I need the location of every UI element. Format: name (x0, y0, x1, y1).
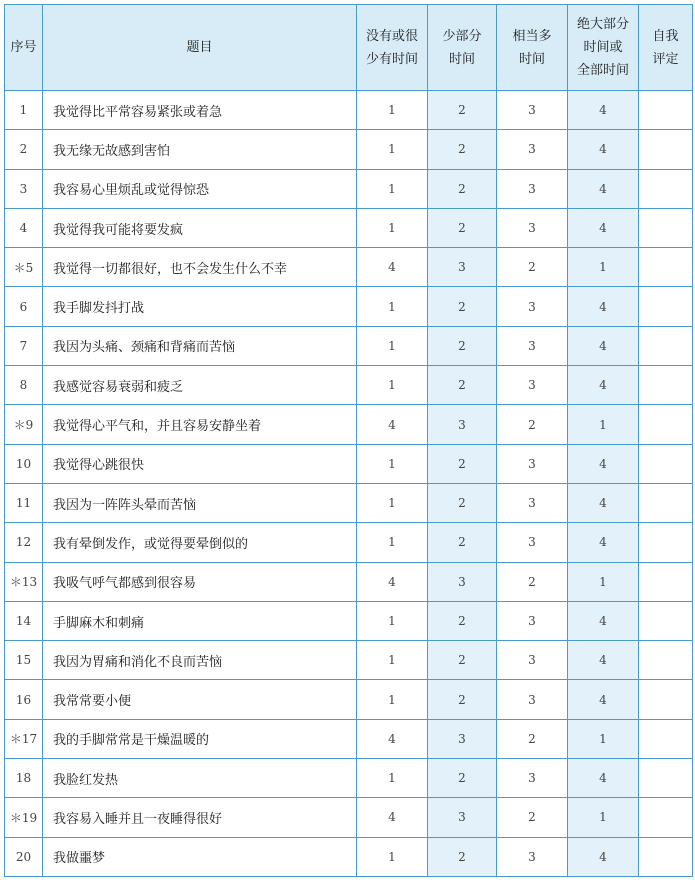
self-rating-cell[interactable] (639, 523, 693, 562)
score-some: 3 (428, 405, 497, 444)
row-item-text: 我手脚发抖打战 (43, 287, 357, 326)
score-some: 2 (428, 444, 497, 483)
header-item: 题目 (43, 5, 357, 91)
score-none-or-little: 1 (357, 208, 428, 247)
score-none-or-little: 4 (357, 562, 428, 601)
score-most-or-all: 4 (568, 208, 639, 247)
score-some: 2 (428, 326, 497, 365)
score-good-part: 3 (497, 366, 568, 405)
self-rating-cell[interactable] (639, 601, 693, 640)
row-number: 8 (5, 366, 43, 405)
row-number: ＊13 (5, 562, 43, 601)
row-number: 3 (5, 169, 43, 208)
row-item-text: 手脚麻木和刺痛 (43, 601, 357, 640)
row-number: 6 (5, 287, 43, 326)
row-item-text: 我因为头痛、颈痛和背痛而苦恼 (43, 326, 357, 365)
score-some: 2 (428, 523, 497, 562)
table-row (5, 680, 693, 719)
score-good-part: 3 (497, 169, 568, 208)
score-some: 2 (428, 366, 497, 405)
score-most-or-all: 4 (568, 444, 639, 483)
score-some: 2 (428, 483, 497, 522)
score-some: 2 (428, 287, 497, 326)
score-good-part: 3 (497, 523, 568, 562)
score-good-part: 3 (497, 601, 568, 640)
self-rating-cell[interactable] (639, 798, 693, 837)
row-number: ＊9 (5, 405, 43, 444)
score-some: 2 (428, 837, 497, 876)
score-none-or-little: 1 (357, 169, 428, 208)
row-number: 15 (5, 641, 43, 680)
score-most-or-all: 4 (568, 287, 639, 326)
score-none-or-little: 1 (357, 366, 428, 405)
row-number: 18 (5, 759, 43, 798)
score-none-or-little: 1 (357, 130, 428, 169)
score-most-or-all: 4 (568, 523, 639, 562)
score-none-or-little: 1 (357, 91, 428, 130)
score-some: 2 (428, 641, 497, 680)
score-none-or-little: 1 (357, 680, 428, 719)
row-item-text: 我常常要小便 (43, 680, 357, 719)
table-row (5, 562, 693, 601)
row-number: ＊5 (5, 248, 43, 287)
row-number: 4 (5, 208, 43, 247)
score-good-part: 2 (497, 798, 568, 837)
score-most-or-all: 1 (568, 248, 639, 287)
table-row (5, 91, 693, 130)
score-most-or-all: 4 (568, 483, 639, 522)
score-none-or-little: 1 (357, 326, 428, 365)
row-item-text: 我做噩梦 (43, 837, 357, 876)
score-most-or-all: 4 (568, 169, 639, 208)
score-none-or-little: 1 (357, 837, 428, 876)
table-row (5, 798, 693, 837)
row-number: 1 (5, 91, 43, 130)
score-good-part: 3 (497, 483, 568, 522)
score-good-part: 2 (497, 719, 568, 758)
table-row (5, 405, 693, 444)
score-some: 3 (428, 719, 497, 758)
score-most-or-all: 1 (568, 562, 639, 601)
table-body (5, 91, 693, 877)
score-none-or-little: 1 (357, 523, 428, 562)
score-some: 3 (428, 562, 497, 601)
row-item-text: 我因为胃痛和消化不良而苦恼 (43, 641, 357, 680)
table-header-row (5, 5, 693, 91)
row-number: 12 (5, 523, 43, 562)
table-row (5, 366, 693, 405)
score-some: 2 (428, 91, 497, 130)
row-number: 10 (5, 444, 43, 483)
score-none-or-little: 4 (357, 405, 428, 444)
score-good-part: 3 (497, 641, 568, 680)
header-none-or-little-time: 没有或很 少有时间 (357, 5, 428, 91)
score-good-part: 3 (497, 208, 568, 247)
score-none-or-little: 1 (357, 444, 428, 483)
self-rating-cell[interactable] (639, 169, 693, 208)
table-row (5, 483, 693, 522)
row-item-text: 我觉得心平气和，并且容易安静坐着 (43, 405, 357, 444)
score-most-or-all: 4 (568, 759, 639, 798)
score-most-or-all: 1 (568, 719, 639, 758)
row-item-text: 我因为一阵阵头晕而苦恼 (43, 483, 357, 522)
table-row (5, 248, 693, 287)
row-item-text: 我觉得一切都很好，也不会发生什么不幸 (43, 248, 357, 287)
table-row (5, 287, 693, 326)
header-most-or-all-time: 绝大部分 时间或 全部时间 (568, 5, 639, 91)
self-rating-cell[interactable] (639, 130, 693, 169)
table-row (5, 326, 693, 365)
score-most-or-all: 4 (568, 601, 639, 640)
score-some: 2 (428, 601, 497, 640)
score-good-part: 2 (497, 405, 568, 444)
table-row (5, 601, 693, 640)
row-item-text: 我觉得比平常容易紧张或着急 (43, 91, 357, 130)
row-item-text: 我有晕倒发作，或觉得要晕倒似的 (43, 523, 357, 562)
score-good-part: 3 (497, 759, 568, 798)
score-some: 2 (428, 680, 497, 719)
score-most-or-all: 4 (568, 130, 639, 169)
score-some: 3 (428, 798, 497, 837)
score-some: 2 (428, 130, 497, 169)
table-row (5, 837, 693, 876)
score-most-or-all: 4 (568, 91, 639, 130)
self-rating-cell[interactable] (639, 719, 693, 758)
self-rating-cell[interactable] (639, 366, 693, 405)
self-rating-cell[interactable] (639, 837, 693, 876)
table-row (5, 719, 693, 758)
score-none-or-little: 1 (357, 641, 428, 680)
self-rating-cell[interactable] (639, 208, 693, 247)
table-row (5, 759, 693, 798)
self-rating-cell[interactable] (639, 248, 693, 287)
row-number: 20 (5, 837, 43, 876)
self-rating-cell[interactable] (639, 444, 693, 483)
self-rating-cell[interactable] (639, 562, 693, 601)
score-none-or-little: 4 (357, 248, 428, 287)
score-most-or-all: 4 (568, 366, 639, 405)
row-item-text: 我觉得心跳很快 (43, 444, 357, 483)
score-none-or-little: 1 (357, 483, 428, 522)
score-most-or-all: 4 (568, 680, 639, 719)
row-item-text: 我容易心里烦乱或觉得惊恐 (43, 169, 357, 208)
score-good-part: 2 (497, 562, 568, 601)
score-none-or-little: 4 (357, 798, 428, 837)
header-some-time: 少部分 时间 (428, 5, 497, 91)
table-row (5, 169, 693, 208)
self-rating-cell[interactable] (639, 483, 693, 522)
score-some: 3 (428, 248, 497, 287)
score-good-part: 3 (497, 91, 568, 130)
self-rating-cell[interactable] (639, 287, 693, 326)
table-row (5, 641, 693, 680)
row-item-text: 我脸红发热 (43, 759, 357, 798)
row-number: 7 (5, 326, 43, 365)
score-good-part: 3 (497, 837, 568, 876)
score-most-or-all: 1 (568, 405, 639, 444)
row-number: ＊19 (5, 798, 43, 837)
self-rating-cell[interactable] (639, 680, 693, 719)
self-rating-cell[interactable] (639, 641, 693, 680)
score-most-or-all: 4 (568, 837, 639, 876)
self-rating-cell[interactable] (639, 91, 693, 130)
score-none-or-little: 1 (357, 287, 428, 326)
table-row (5, 444, 693, 483)
score-some: 2 (428, 169, 497, 208)
row-number: 2 (5, 130, 43, 169)
header-number: 序号 (5, 5, 43, 91)
score-some: 2 (428, 759, 497, 798)
score-most-or-all: 4 (568, 641, 639, 680)
score-good-part: 3 (497, 326, 568, 365)
table-row (5, 130, 693, 169)
score-most-or-all: 4 (568, 326, 639, 365)
row-number: ＊17 (5, 719, 43, 758)
score-good-part: 3 (497, 287, 568, 326)
anxiety-scale-table (4, 4, 693, 877)
row-number: 11 (5, 483, 43, 522)
table-row (5, 523, 693, 562)
table-row (5, 208, 693, 247)
score-good-part: 2 (497, 248, 568, 287)
header-self-rating: 自我 评定 (639, 5, 693, 91)
row-number: 16 (5, 680, 43, 719)
row-item-text: 我无缘无故感到害怕 (43, 130, 357, 169)
score-most-or-all: 1 (568, 798, 639, 837)
score-good-part: 3 (497, 680, 568, 719)
self-rating-cell[interactable] (639, 326, 693, 365)
self-rating-cell[interactable] (639, 405, 693, 444)
row-item-text: 我的手脚常常是干燥温暖的 (43, 719, 357, 758)
self-rating-cell[interactable] (639, 759, 693, 798)
score-good-part: 3 (497, 130, 568, 169)
row-item-text: 我容易入睡并且一夜睡得很好 (43, 798, 357, 837)
score-none-or-little: 1 (357, 759, 428, 798)
score-good-part: 3 (497, 444, 568, 483)
score-none-or-little: 4 (357, 719, 428, 758)
row-item-text: 我感觉容易衰弱和疲乏 (43, 366, 357, 405)
row-number: 14 (5, 601, 43, 640)
row-item-text: 我觉得我可能将要发疯 (43, 208, 357, 247)
header-good-part-time: 相当多 时间 (497, 5, 568, 91)
score-some: 2 (428, 208, 497, 247)
row-item-text: 我吸气呼气都感到很容易 (43, 562, 357, 601)
score-none-or-little: 1 (357, 601, 428, 640)
